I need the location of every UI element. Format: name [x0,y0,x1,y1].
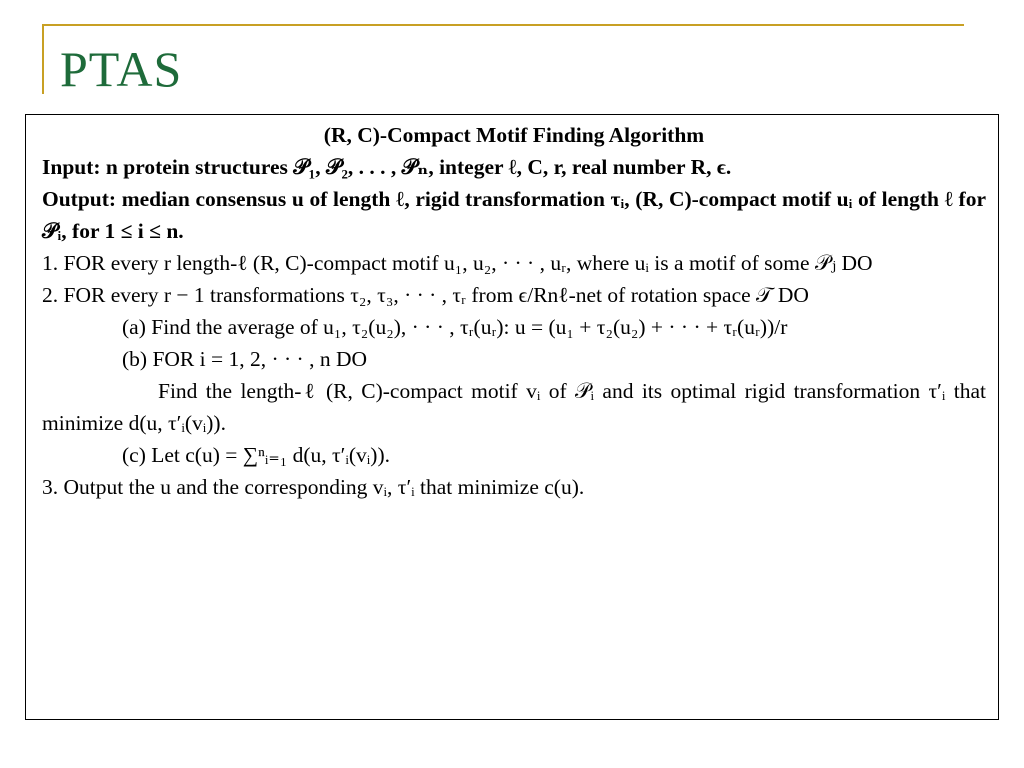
algorithm-step-1: 1. FOR every r length-ℓ (R, C)-compact motif u₁, u₂, · · · , uᵣ, where uᵢ is a motif of some 𝒫ⱼ DO [42,251,873,275]
slide-title: PTAS [60,41,183,97]
algorithm-output: Output: median consensus u of length ℓ, rigid transformation τᵢ, (R, C)-compact motif uᵢ of length ℓ for 𝒫ᵢ, for 1 ≤ i ≤ n. [42,187,986,243]
algorithm-step-3: 3. Output the u and the corresponding vᵢ, τ′ᵢ that minimize c(u). [42,475,585,499]
algorithm-step-2b-body: Find the length-ℓ (R, C)-compact motif vᵢ of 𝒫ᵢ and its optimal rigid transformation τ′ᵢ that minimize d(u, τ′ᵢ(vᵢ)). [42,379,986,435]
algorithm-step-2: 2. FOR every r − 1 transformations τ₂, τ₃, · · · , τᵣ from ϵ/Rnℓ-net of rotation space 𝒯 DO [42,283,809,307]
algorithm-step-2b: (b) FOR i = 1, 2, · · · , n DO [122,347,368,371]
title-rule-vertical [42,24,44,94]
algorithm-step-2a: (a) Find the average of u₁, τ₂(u₂), · · · , τᵣ(uᵣ): u = (u₁ + τ₂(u₂) + · · · + τᵣ(uᵣ))/r [122,315,788,339]
title-rule-horizontal [42,24,964,26]
algorithm-step-2c: (c) Let c(u) = ∑ⁿᵢ₌₁ d(u, τ′ᵢ(vᵢ)). [122,443,390,467]
algorithm-heading: (R, C)-Compact Motif Finding Algorithm [323,123,705,147]
algorithm-box [25,114,999,720]
algorithm-content [42,119,986,503]
algorithm-input: Input: n protein structures 𝒫₁, 𝒫₂, . . . , 𝒫ₙ, integer ℓ, C, r, real number R, ϵ. [42,155,732,179]
